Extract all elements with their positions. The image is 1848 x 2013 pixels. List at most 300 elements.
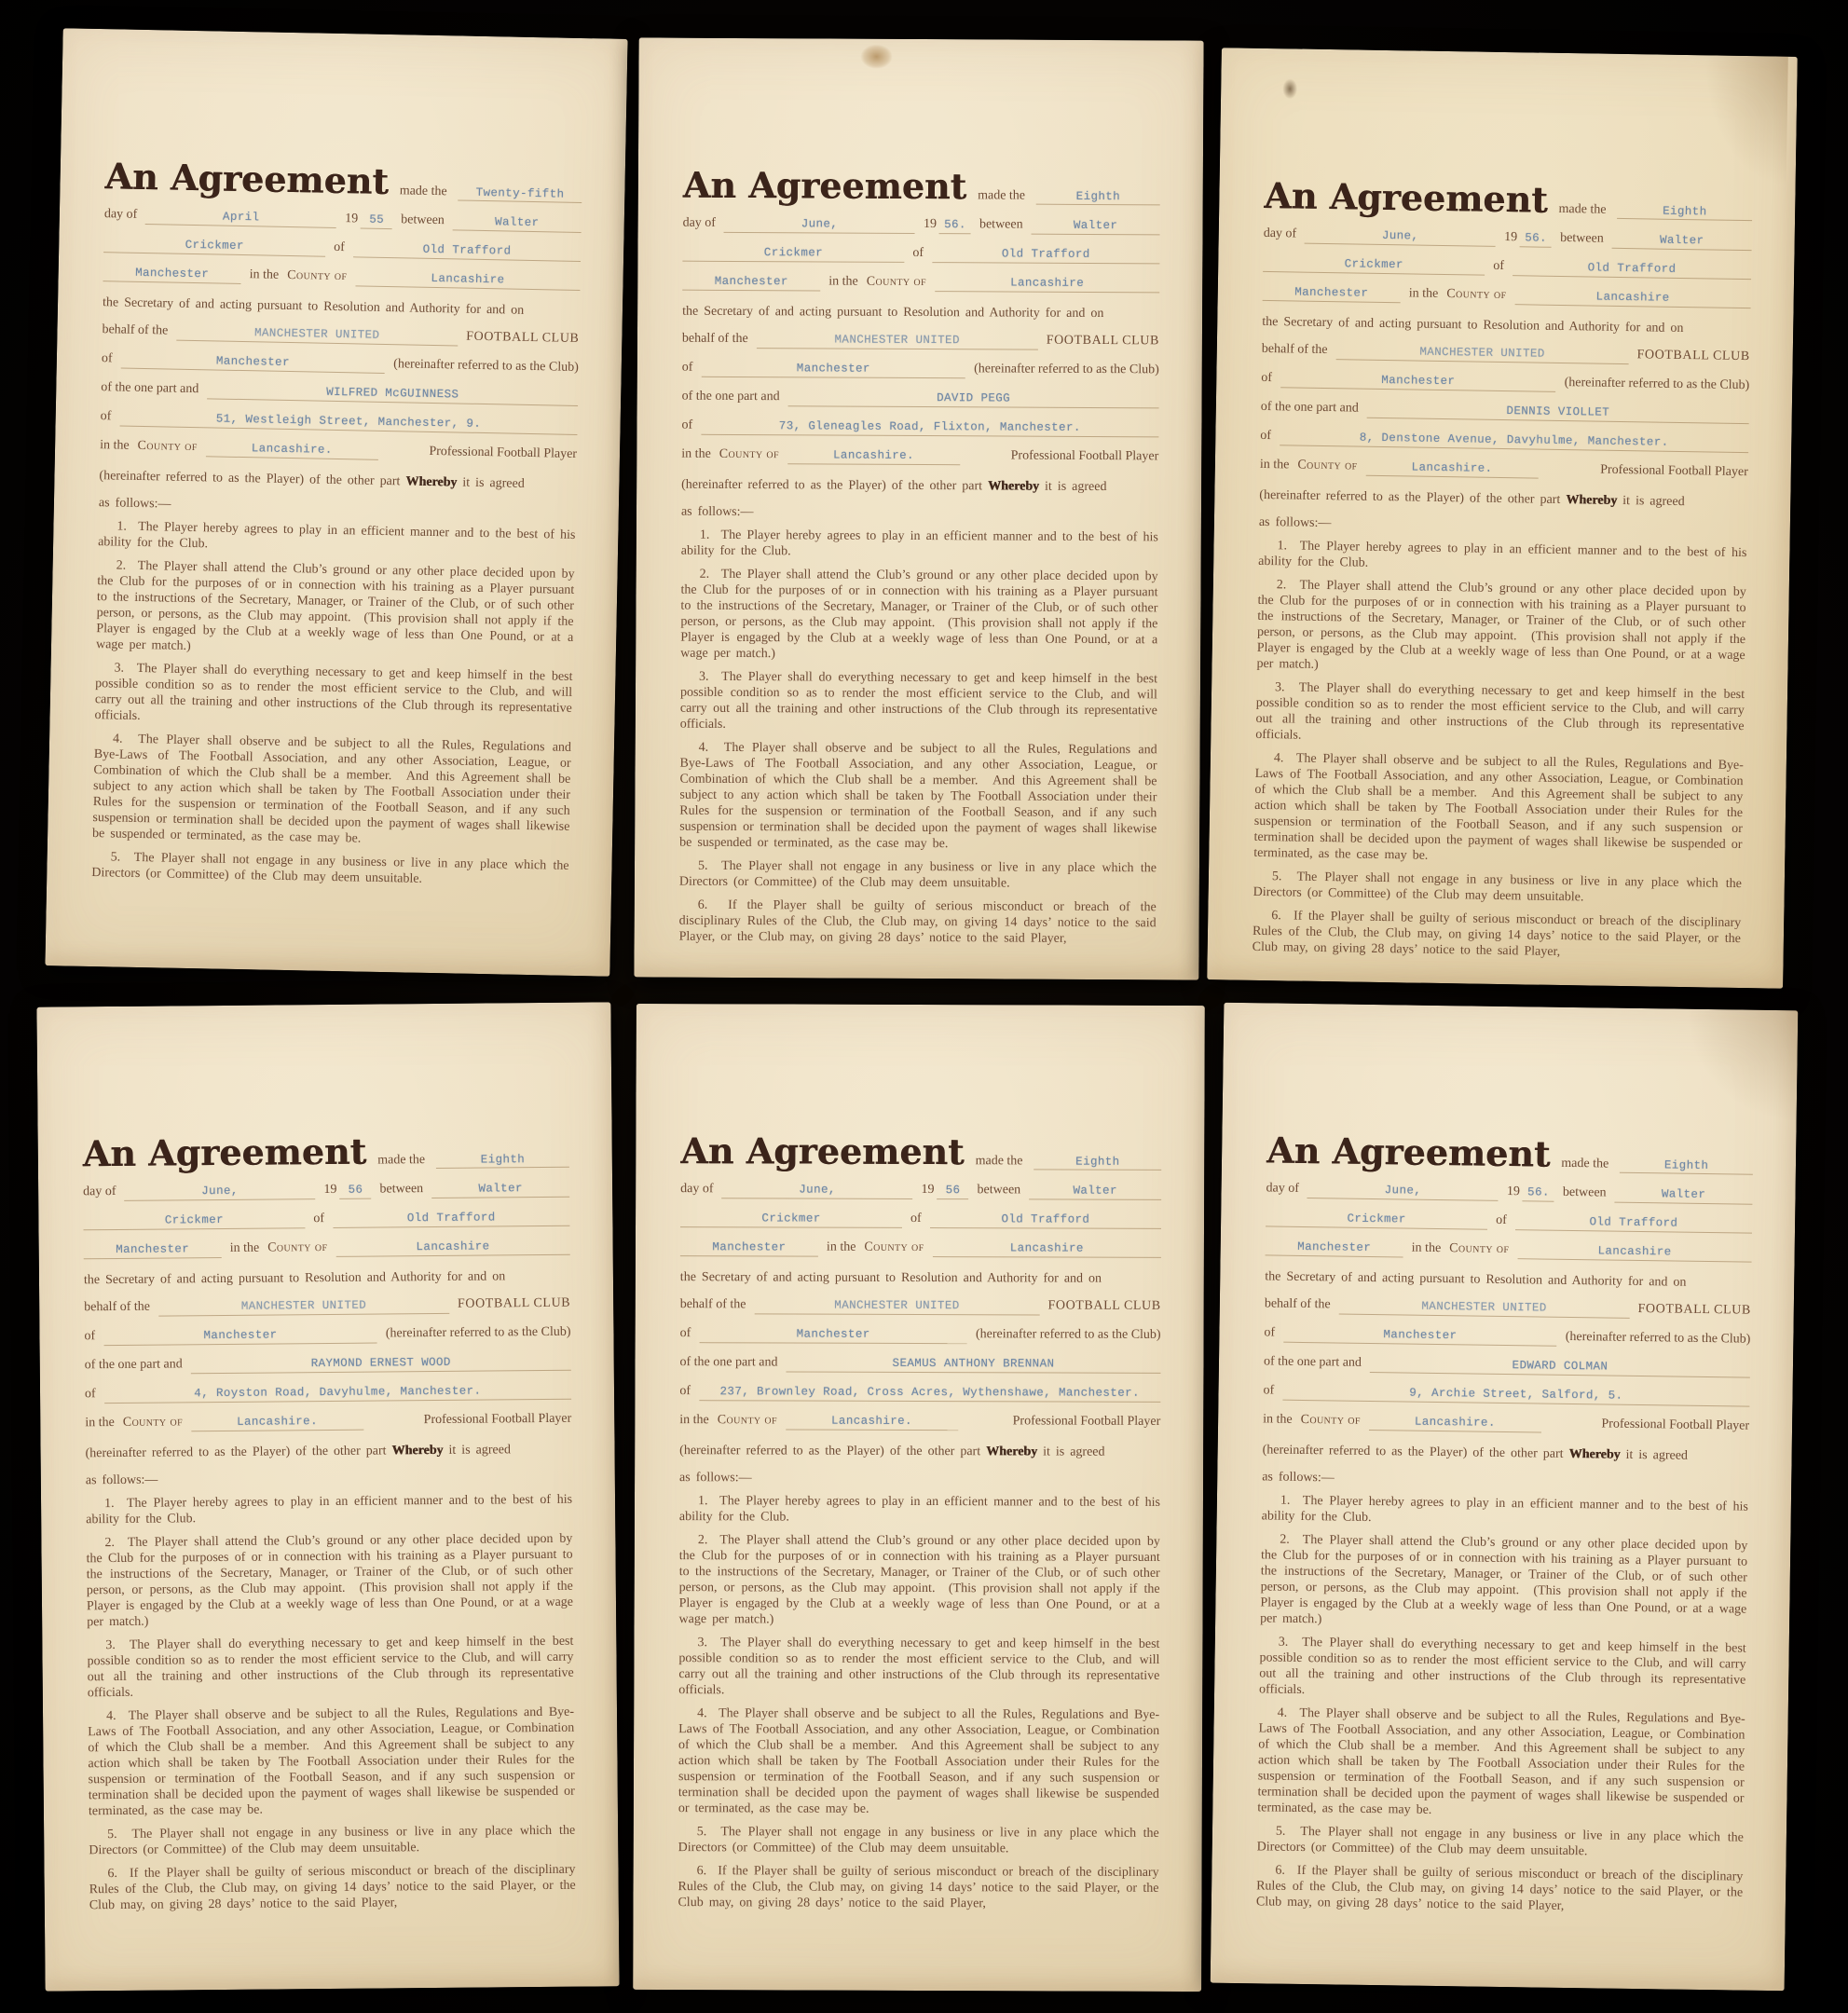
professional-label: Professional Football Player — [1012, 1414, 1161, 1429]
of-label: of — [1263, 1383, 1275, 1398]
player-name-blank — [1367, 401, 1749, 424]
player-address-blank — [104, 1382, 571, 1404]
player-county-value: Lancashire. — [1411, 460, 1493, 475]
day-of-label: day of — [103, 207, 138, 222]
player-name-line — [85, 1353, 571, 1376]
in-the-label: in the — [85, 1415, 115, 1431]
professional-label: Professional Football Player — [1010, 448, 1159, 464]
clause-paragraph: 4. The Player shall observe and be subject to all the Rules, Regulations and Bye-Laws of The Football Association, and any other Association, League, or Combination of which the Club shall be a member. And this Agreement shall be subject to any action which shall be taken by The Football Association under their Rules for the suspension or termination of the Football Season, and if any such suspension or termination shall be decided upon the payment of wages shall likewise be suspended or terminated, as the case may be. — [679, 740, 1157, 852]
club-name-value: MANCHESTER UNITED — [834, 333, 960, 348]
secretary-first-name-value: Walter — [1073, 1184, 1117, 1198]
secretary-county-line — [84, 1238, 570, 1260]
football-club-label: FOOTBALL CLUB — [1637, 1301, 1751, 1318]
of-label: of — [681, 418, 693, 432]
agreement-page — [633, 1004, 1205, 1992]
county-of-label: County of — [287, 267, 348, 284]
month-value: June, — [1381, 228, 1419, 243]
club-city-value: Manchester — [1383, 1328, 1458, 1343]
player-name-value: RAYMOND ERNEST WOOD — [310, 1355, 451, 1371]
player-address-line — [1263, 1382, 1749, 1406]
secretary-county-blank — [1517, 1241, 1752, 1263]
month-value: June, — [799, 1183, 836, 1197]
agreement-document-mcguinness — [45, 28, 627, 976]
clause-paragraph: 2. The Player shall attend the Club’s ground or any other place decided upon by the Club for the purposes of or in connection with his training as a Player pursuant to the instructions of the Secretary, Manager, or Trainer of the Club, or of such other person, or persons, as the Club may appoint. (This provision shall not apply if the Player is engaged by the Club at a weekly wage of less than One Pound, or at a wage per match.) — [95, 558, 575, 654]
professional-label: Professional Football Player — [429, 444, 578, 461]
club-name-line — [1265, 1295, 1751, 1320]
as-follows-label: as follows:— — [680, 504, 754, 520]
agreement-page — [1207, 48, 1798, 989]
behalf-of-label: behalf of the — [681, 331, 748, 347]
month-value: April — [222, 210, 260, 225]
secretary-city-blank — [103, 264, 241, 284]
player-county-blank — [1369, 1413, 1541, 1433]
agreement-title: An Agreement — [680, 1130, 965, 1173]
clause-paragraph: 2. The Player shall attend the Club’s ground or any other place decided upon by the Club for the purposes of or in connection with his training as a Player pursuant to the instructions of the Secretary, Manager, or Trainer of the Club, or of such other person, or persons, as the Club may appoint. (This provision shall not apply if the Player is engaged by the Club at a weekly wage of less than One Pound, or at a wage per match.) — [1260, 1532, 1748, 1627]
secretary-county-blank — [935, 274, 1159, 293]
clause-paragraph: 5. The Player shall not engage in any business or live in any place which the Directors (or Committee) of the Club may deem unsuitable. — [1253, 870, 1742, 905]
clause-paragraph: 3. The Player shall do everything necessary to get and keep himself in the best possible condition so as to render the most efficient service to the Club, and will carry out all the training and other instructions of the Club through its representative officials. — [94, 661, 573, 724]
player-address-blank — [119, 409, 578, 435]
day-of-label: day of — [680, 1182, 714, 1197]
day-of-label: day of — [1263, 226, 1297, 241]
clauses — [1256, 1492, 1748, 1916]
title-line — [680, 1132, 1161, 1171]
secretary-first-name-value: Walter — [1659, 233, 1704, 248]
month-blank — [1307, 1181, 1499, 1201]
player-name-value: EDWARD COLMAN — [1512, 1359, 1608, 1374]
whereby-word: Whereby — [1568, 1446, 1621, 1462]
made-the-label: made the — [975, 1154, 1023, 1169]
club-city-blank — [699, 1325, 967, 1344]
player-name-value: DENNIS VIOLLET — [1506, 404, 1610, 419]
secretary-address-value: Old Trafford — [1589, 1215, 1678, 1230]
club-name-value: MANCHESTER UNITED — [1421, 1299, 1547, 1315]
of-label: of — [100, 409, 112, 424]
clause-paragraph: 2. The Player shall attend the Club’s ground or any other place decided upon by the Club for the purposes of or in connection with his training as a Player pursuant to the instructions of the Secretary, Manager, or Trainer of the Club, or of such other person, or persons, as the Club may appoint. (This provision shall not apply if the Player is engaged by the Club at a weekly wage of less than One Pound, or at a wage per match.) — [1256, 578, 1746, 672]
whereby-line — [86, 1442, 572, 1462]
of-label: of — [679, 1326, 691, 1341]
club-city-value: Manchester — [796, 1327, 870, 1341]
whereby-line — [679, 1443, 1160, 1460]
clause-paragraph: 5. The Player shall not engage in any business or live in any place which the Directors (or Committee) of the Club may deem unsuitable. — [678, 1825, 1159, 1856]
secretary-surname-value: Crickmer — [763, 246, 824, 260]
clause-paragraph: 1. The Player hereby agrees to play in an efficient manner and to the best of his ability for the Club. — [678, 1494, 1161, 1525]
player-name-line — [1264, 1353, 1750, 1377]
secretary-name-line — [680, 1210, 1161, 1229]
football-club-label: FOOTBALL CLUB — [466, 329, 580, 346]
player-county-blank — [787, 446, 960, 465]
behalf-of-label: behalf of the — [84, 1299, 151, 1315]
whereby-line — [99, 468, 576, 493]
between-label: between — [977, 1183, 1021, 1198]
whereby-word: Whereby — [405, 474, 458, 490]
agreed-text: it is agreed — [1043, 1445, 1105, 1459]
title-line — [1266, 1131, 1754, 1175]
year-prefix-label: 19 — [345, 212, 359, 226]
secretary-surname-blank — [682, 244, 904, 263]
whereby-line — [1259, 487, 1747, 511]
clause-paragraph: 4. The Player shall observe and be subject to all the Rules, Regulations and Bye-Laws of The Football Association, and any other Association, League, or Combination of which the Club shall be a member. And this Agreement shall be subject to any action which shall be taken by The Football Association under their Rules for the suspension or termination of the Football Season, and if any such suspension or termination shall be decided upon the payment of wages shall likewise be suspended or terminated, as the case may be. — [1257, 1705, 1745, 1817]
clause-paragraph: 5. The Player shall not engage in any business or live in any place which the Directors (or Committee) of the Club may deem unsuitable. — [89, 1823, 576, 1858]
club-paren-label: (hereinafter referred to as the Club) — [975, 1327, 1161, 1342]
whereby-word: Whereby — [986, 1445, 1038, 1459]
secretary-first-name-blank — [1032, 217, 1160, 236]
clause-paragraph: 2. The Player shall attend the Club’s ground or any other place decided upon by the Club for the purposes of or in connection with his training as a Player pursuant to the instructions of the Secretary, Manager, or Trainer of the Club, or of such other person, or persons, as the Club may appoint. (This provision shall not apply if the Player is engaged by the Club at a weekly wage of less than One Pound, or at a wage per match.) — [678, 1533, 1160, 1627]
month-value: June, — [1384, 1184, 1422, 1198]
club-city-line — [680, 1325, 1161, 1345]
club-city-value: Manchester — [203, 1328, 278, 1343]
secretary-name-line — [1263, 254, 1751, 280]
date-line — [104, 206, 582, 233]
clause-paragraph: 4. The Player shall observe and be subject to all the Rules, Regulations and Bye-Laws of The Football Association, and any other Association, League, or Combination of which the Club shall be a member. And this Agreement shall be subject to any action which shall be taken by The Football Association under their Rules for the suspension or termination of the Football Season, and if any such suspension or termination shall be decided upon the payment of wages shall likewise be suspended or terminated, as the case may be. — [88, 1705, 575, 1819]
between-label: between — [1562, 1185, 1607, 1200]
behalf-of-label: behalf of the — [1261, 341, 1328, 358]
football-club-label: FOOTBALL CLUB — [1636, 348, 1750, 364]
club-name-blank — [1338, 1297, 1629, 1319]
agreement-document-colman — [1211, 1003, 1799, 1991]
county-of-label: County of — [1446, 287, 1507, 303]
secretary-county-line — [1266, 1238, 1752, 1262]
agreed-text: it is agreed — [1622, 494, 1685, 510]
secretary-address-value: Old Trafford — [1001, 247, 1090, 261]
agreement-title: An Agreement — [682, 163, 967, 208]
player-county-blank — [191, 1413, 363, 1432]
clauses — [91, 518, 575, 890]
clause-paragraph: 1. The Player hereby agrees to play in an efficient manner and to the best of his ability for the Club. — [97, 519, 576, 552]
day-value: Eighth — [1075, 189, 1121, 204]
year-blank — [361, 211, 392, 229]
player-name-line — [682, 389, 1159, 409]
made-the-label: made the — [1561, 1156, 1609, 1171]
month-blank — [145, 207, 336, 228]
player-county-line — [679, 1412, 1160, 1431]
secretary-clause-text: the Secretary of and acting pursuant to Resolution and Authority for and on — [682, 304, 1104, 322]
player-address-blank — [701, 418, 1158, 438]
secretary-surname-value: Crickmer — [761, 1212, 821, 1226]
player-county-value: Lancashire. — [833, 448, 915, 462]
player-address-line — [85, 1382, 571, 1404]
day-value: Eighth — [1663, 1158, 1709, 1173]
between-label: between — [1560, 230, 1604, 246]
in-the-label: in the — [229, 1240, 260, 1255]
secretary-city-blank — [682, 273, 820, 292]
secretary-city-value: Manchester — [712, 1240, 787, 1254]
year-blank — [938, 1182, 969, 1199]
clause-paragraph: 3. The Player shall do everything necessary to get and keep himself in the best possible condition so as to render the most efficient service to the Club, and will carry out all the training and other instructions of the Club through its representative officials. — [87, 1634, 574, 1701]
player-address-value: 9, Archie Street, Salford, 5. — [1409, 1386, 1623, 1403]
secretary-city-value: Manchester — [1294, 285, 1369, 300]
date-line — [683, 215, 1160, 236]
whereby-word: Whereby — [1566, 493, 1618, 508]
agreement-page — [634, 37, 1203, 979]
as-follows-label: as follows:— — [1258, 514, 1332, 531]
clause-paragraph: 4. The Player shall observe and be subject to all the Rules, Regulations and Bye-Laws of The Football Association, and any other Association, League, or Combination of which the Club shall be a member. And this Agreement shall be subject to any action which shall be taken by The Football Association under their Rules for the suspension or termination of the Football Season, and if any such suspension or termination shall be decided upon the payment of wages shall likewise be suspended or terminated, as the case may be. — [678, 1706, 1160, 1816]
county-of-label: County of — [719, 446, 780, 462]
clause-paragraph: 3. The Player shall do everything necessary to get and keep himself in the best possible condition so as to render the most efficient service to the Club, and will carry out all the training and other instructions of the Club through its representative officials. — [678, 1636, 1160, 1698]
one-part-label: of the one part and — [679, 1355, 778, 1370]
player-county-line — [85, 1411, 571, 1433]
in-the-label: in the — [1259, 457, 1290, 472]
secretary-city-blank — [84, 1240, 222, 1259]
clause-paragraph: 6. If the Player shall be guilty of serious misconduct or breach of the disciplinary Rules of the Club, the Club may, on giving 14 days’ notice to the said Player, or the Club may, on giving 28 days’ notice to the said Player, — [1255, 1863, 1744, 1913]
club-name-line — [680, 1296, 1161, 1316]
behalf-of-label: behalf of the — [1264, 1296, 1331, 1312]
day-value: Eighth — [1663, 204, 1707, 219]
player-county-value: Lancashire. — [251, 442, 333, 457]
secretary-first-name-blank — [431, 1180, 569, 1198]
clause-paragraph: 6. If the Player shall be guilty of serious misconduct or breach of the disciplinary Rules of the Club, the Club may, on giving 14 days’ notice to the said Player, or the Club may, on giving 28 days’ notice to the said Player, — [678, 1864, 1159, 1911]
day-value: Twenty-fifth — [475, 185, 565, 201]
agreement-title: An Agreement — [82, 1130, 367, 1175]
secretary-first-name-blank — [1612, 231, 1752, 251]
day-blank — [1620, 1157, 1753, 1175]
day-blank — [459, 185, 582, 203]
between-label: between — [379, 1182, 424, 1197]
year-blank — [939, 216, 971, 234]
clause-paragraph: 5. The Player shall not engage in any business or live in any place which the Directors (or Committee) of the Club may deem unsuitable. — [678, 858, 1157, 891]
date-line — [83, 1180, 569, 1202]
of-label: of — [84, 1387, 96, 1402]
in-the-label: in the — [1408, 286, 1439, 301]
club-paren-label: (hereinafter referred to as the Club) — [385, 1324, 571, 1341]
month-blank — [722, 1181, 913, 1199]
clause-paragraph: 1. The Player hereby agrees to play in an efficient manner and to the best of his ability for the Club. — [680, 527, 1158, 559]
clause-paragraph: 6. If the Player shall be guilty of serious misconduct or breach of the disciplinary Rules of the Club, the Club may, on giving 14 days’ notice to the said Player, or the Club may, on giving 28 days’ notice to the said Player, — [1252, 909, 1742, 960]
year-value: 56 — [348, 1183, 363, 1197]
agreement-document-wood — [36, 1002, 619, 1991]
secretary-county-blank — [335, 1238, 569, 1257]
in-the-label: in the — [826, 1239, 856, 1254]
month-blank — [1305, 226, 1496, 247]
club-city-blank — [701, 360, 965, 378]
made-the-label: made the — [978, 188, 1026, 203]
secretary-address-blank — [1515, 1212, 1753, 1234]
between-label: between — [401, 212, 445, 228]
club-city-line — [102, 350, 579, 377]
made-the-label: made the — [377, 1153, 426, 1168]
day-of-label: day of — [1266, 1181, 1300, 1196]
secretary-county-blank — [933, 1239, 1161, 1258]
county-of-label: County of — [1449, 1241, 1510, 1257]
in-the-label: in the — [681, 446, 711, 461]
club-name-line — [84, 1295, 570, 1318]
player-name-value: DAVID PEGG — [937, 391, 1011, 405]
secretary-first-name-blank — [1029, 1182, 1161, 1199]
player-county-blank — [1365, 459, 1538, 479]
of-label: of — [1496, 1212, 1507, 1228]
title-line — [682, 163, 1160, 208]
player-address-value: 4, Royston Road, Davyhulme, Manchester. — [194, 1384, 482, 1401]
secretary-clause-text: the Secretary of and acting pursuant to Resolution and Authority for and on — [1265, 1269, 1687, 1290]
club-paren-label: (hereinafter referred to as the Club) — [974, 362, 1159, 377]
one-part-label: of the one part and — [681, 389, 780, 404]
date-line — [680, 1181, 1161, 1200]
club-name-value: MANCHESTER UNITED — [834, 1298, 960, 1313]
secretary-address-blank — [353, 240, 582, 262]
agreement-page — [36, 1002, 619, 1991]
player-county-line — [1260, 457, 1748, 482]
of-label: of — [1493, 258, 1505, 273]
club-city-value: Manchester — [1381, 373, 1456, 389]
secretary-surname-blank — [103, 235, 325, 257]
in-the-label: in the — [1263, 1412, 1293, 1427]
clause-paragraph: 4. The Player shall observe and be subject to all the Rules, Regulations and Bye-Laws of The Football Association, and any other Association, League, or Combination of which the Club shall be a member. And this Agreement shall be subject to any action which shall be taken by The Football Association under their Rules for the suspension or termination of the Football Season, and if any such suspension or termination shall be decided upon the payment of wages shall likewise be suspended or terminated, as the case may be. — [1253, 751, 1744, 863]
club-city-line — [1264, 1324, 1750, 1349]
date-line — [1266, 1180, 1752, 1204]
clause-paragraph: 3. The Player shall do everything necessary to get and keep himself in the best possible condition so as to render the most efficient service to the Club, and will carry out all the training and other instructions of the Club through its representative officials. — [1255, 680, 1745, 743]
club-name-value: MANCHESTER UNITED — [1419, 345, 1545, 361]
year-prefix-label: 19 — [921, 1183, 935, 1198]
professional-label: Professional Football Player — [1600, 462, 1748, 480]
county-of-label: County of — [1297, 458, 1358, 473]
professional-label: Professional Football Player — [1601, 1417, 1750, 1433]
club-city-blank — [120, 351, 385, 374]
club-name-line — [102, 322, 579, 349]
club-paren-label: (hereinafter referred to as the Club) — [1564, 376, 1750, 393]
player-name-line — [101, 379, 578, 406]
year-blank — [1520, 229, 1552, 248]
player-name-blank — [207, 381, 578, 406]
clauses — [1253, 538, 1747, 963]
secretary-city-value: Manchester — [116, 1242, 190, 1256]
secretary-clause-text: the Secretary of and acting pursuant to Resolution and Authority for and on — [679, 1270, 1102, 1286]
year-value: 56 — [945, 1184, 961, 1198]
player-paren-text: (hereinafter referred to as the Player) of the other part — [681, 477, 983, 494]
whereby-line — [1263, 1442, 1749, 1464]
agreed-text: it is agreed — [462, 475, 525, 491]
club-name-line — [1262, 341, 1750, 366]
player-name-blank — [786, 1355, 1160, 1374]
secretary-county-value: Lancashire — [416, 1239, 490, 1254]
secretary-address-value: Old Trafford — [1587, 261, 1677, 276]
secretary-first-name-value: Walter — [1073, 218, 1118, 233]
as-follows-label: as follows:— — [85, 1472, 158, 1488]
secretary-first-name-value: Walter — [494, 215, 540, 230]
clause-paragraph: 6. If the Player shall be guilty of serious misconduct or breach of the disciplinary Rules of the Club, the Club may, on giving 14 days’ notice to the said Player, or the Club may, on giving 28 days’ notice to the said Player, — [678, 897, 1157, 946]
year-prefix-label: 19 — [1504, 229, 1518, 245]
clause-paragraph: 4. The Player shall observe and be subject to all the Rules, Regulations and Bye-Laws of The Football Association, and any other Association, League, or Combination of which the Club shall be a member. And this Agreement shall be subject to any action which shall be taken by The Football Association under their Rules for the suspension or termination of the Football Season, and if any such suspension or termination shall be decided upon the payment of wages shall likewise be suspended or terminated, as the case may be. — [91, 732, 572, 846]
in-the-label: in the — [828, 274, 858, 289]
player-county-line — [100, 437, 577, 464]
agreed-text: it is agreed — [448, 1443, 511, 1458]
secretary-clause-text: the Secretary of and acting pursuant to Resolution and Authority for and on — [83, 1269, 506, 1288]
secretary-address-value: Old Trafford — [422, 242, 512, 258]
month-blank — [724, 215, 915, 234]
agreement-title: An Agreement — [1264, 173, 1549, 221]
secretary-county-value: Lancashire — [1010, 276, 1085, 290]
player-paren-text: (hereinafter referred to as the Player) of the other part — [1262, 1443, 1564, 1461]
day-blank — [1034, 1154, 1161, 1170]
player-name-blank — [191, 1353, 571, 1375]
club-city-line — [1261, 370, 1749, 395]
secretary-county-value: Lancashire — [431, 271, 505, 287]
whereby-line — [681, 477, 1158, 496]
agreement-title: An Agreement — [1266, 1129, 1551, 1175]
of-label: of — [679, 1384, 691, 1399]
player-county-value: Lancashire. — [1414, 1415, 1496, 1430]
player-paren-text: (hereinafter referred to as the Player) of the other part — [679, 1444, 981, 1459]
secretary-surname-value: Crickmer — [1344, 257, 1403, 272]
clause-paragraph: 1. The Player hereby agrees to play in an efficient manner and to the best of his ability for the Club. — [1261, 1493, 1748, 1526]
player-address-blank — [1282, 1383, 1750, 1407]
of-label: of — [313, 1212, 325, 1226]
secretary-county-line — [680, 1239, 1161, 1258]
county-of-label: County of — [1300, 1412, 1361, 1428]
football-club-label: FOOTBALL CLUB — [457, 1295, 571, 1311]
behalf-of-label: behalf of the — [679, 1297, 746, 1312]
title-line — [83, 1131, 569, 1173]
secretary-city-blank — [1263, 283, 1401, 303]
club-paren-label: (hereinafter referred to as the Club) — [393, 357, 579, 375]
year-value: 56. — [1525, 231, 1548, 245]
in-the-label: in the — [1411, 1240, 1442, 1256]
secretary-name-line — [682, 244, 1159, 265]
player-paren-text: (hereinafter referred to as the Player) of the other part — [99, 469, 401, 489]
made-the-label: made the — [1558, 201, 1607, 217]
professional-label: Professional Football Player — [423, 1411, 572, 1428]
secretary-name-line — [1266, 1209, 1752, 1233]
secretary-city-value: Manchester — [714, 274, 788, 289]
secretary-first-name-value: Walter — [1661, 1187, 1706, 1201]
club-name-blank — [158, 1296, 449, 1317]
club-city-blank — [1283, 1325, 1557, 1347]
secretary-clause-text: the Secretary of and acting pursuant to Resolution and Authority for and on — [1262, 314, 1684, 336]
secretary-county-blank — [355, 268, 581, 291]
one-part-label: of the one part and — [1263, 1354, 1362, 1370]
day-value: Eighth — [480, 1153, 526, 1167]
day-blank — [1036, 189, 1160, 206]
agreement-page — [1211, 1003, 1799, 1991]
clause-paragraph: 5. The Player shall not engage in any business or live in any place which the Directors (or Committee) of the Club may deem unsuitable. — [1256, 1824, 1745, 1859]
clause-paragraph: 3. The Player shall do everything necessary to get and keep himself in the best possible condition so as to render the most efficient service to the Club, and will carry out all the training and other instructions of the Club through its representative officials. — [1258, 1635, 1746, 1698]
secretary-surname-blank — [1263, 254, 1485, 276]
year-value: 56. — [944, 218, 966, 232]
whereby-word: Whereby — [988, 479, 1040, 494]
secretary-county-value: Lancashire — [1595, 290, 1670, 305]
secretary-first-name-blank — [453, 212, 582, 233]
as-follows-label: as follows:— — [1262, 1470, 1335, 1486]
player-county-value: Lancashire. — [831, 1414, 912, 1428]
clause-paragraph: 5. The Player shall not engage in any business or live in any place which the Directors (or Committee) of the Club may deem unsuitable. — [91, 850, 569, 886]
behalf-of-label: behalf of the — [102, 322, 169, 338]
county-of-label: County of — [866, 274, 927, 290]
secretary-first-name-blank — [1614, 1185, 1752, 1205]
agreed-text: it is agreed — [1625, 1447, 1689, 1463]
club-name-blank — [176, 323, 458, 347]
secretary-county-blank — [1514, 287, 1751, 308]
secretary-surname-value: Crickmer — [1347, 1212, 1406, 1226]
secretary-city-value: Manchester — [1297, 1239, 1372, 1254]
club-name-value: MANCHESTER UNITED — [240, 1298, 367, 1313]
one-part-label: of the one part and — [84, 1357, 183, 1373]
day-blank — [1617, 203, 1752, 221]
clause-paragraph: 2. The Player shall attend the Club’s ground or any other place decided upon by the Club for the purposes of or in connection with his training as a Player pursuant to the instructions of the Secretary, Manager, or Trainer of the Club, or of such other person, or persons, as the Club may appoint. (This provision shall not apply if the Player is engaged by the Club at a weekly wage of less than One Pound, or at a wage per match.) — [86, 1531, 574, 1630]
month-value: June, — [201, 1184, 239, 1198]
as-follows-label: as follows:— — [98, 496, 171, 512]
of-label: of — [912, 245, 924, 261]
player-address-line — [679, 1383, 1160, 1403]
agreement-title: An Agreement — [104, 155, 390, 203]
of-label: of — [681, 360, 693, 375]
month-value: June, — [801, 217, 839, 231]
player-county-line — [1263, 1411, 1749, 1435]
secretary-surname-value: Crickmer — [185, 238, 245, 253]
club-name-blank — [757, 331, 1038, 350]
in-the-label: in the — [249, 267, 280, 282]
of-label: of — [84, 1329, 96, 1344]
secretary-surname-blank — [1266, 1209, 1487, 1229]
player-name-value: WILFRED McGUINNESS — [325, 385, 459, 402]
